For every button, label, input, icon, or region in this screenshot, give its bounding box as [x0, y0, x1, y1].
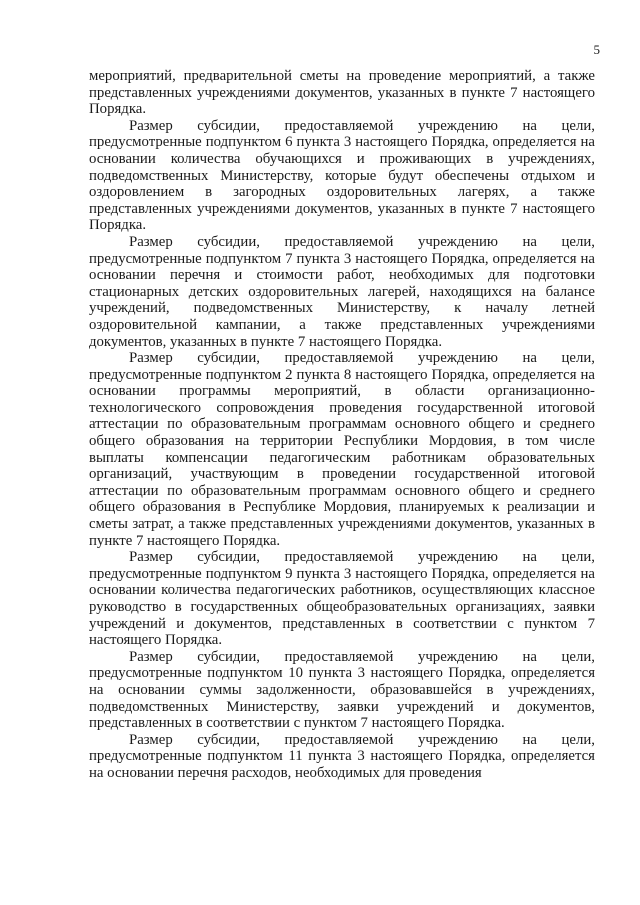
paragraph-subsidy-item-9: Размер субсидии, предоставляемой учреждению на цели, предусмотренные подпунктом 9 пункта 3 настоящего Порядка, определяется на основании количества педагогических работников, осуществляющих классное руководство в государственных общеобразовательных организациях, заявки учреждений и документов, представленных в соответствии с пунктом 7 настоящего Порядка. — [89, 549, 595, 649]
paragraph-subsidy-item-7: Размер субсидии, предоставляемой учреждению на цели, предусмотренные подпунктом 7 пункта 3 настоящего Порядка, определяется на основании перечня и стоимости работ, необходимых для подготовки стационарных детских оздоровительных лагерей, находящихся на балансе учреждений, подведомственных Министерству, к началу летней оздоровительной кампании, а также представленных учреждениями документов, указанных в пункте 7 настоящего Порядка. — [89, 233, 595, 350]
paragraph-continuation: мероприятий, предварительной сметы на проведение мероприятий, а также представленных учреждениями документов, указанных в пункте 7 настоящего Порядка. — [89, 68, 595, 118]
paragraph-subsidy-item-6: Размер субсидии, предоставляемой учреждению на цели, предусмотренные подпунктом 6 пункта 3 настоящего Порядка, определяется на основании количества обучающихся и проживающих в учреждениях, подведомственных Министерству, которые будут обеспечены отдыхом и оздоровлением в загородных оздоровительных лагерях, а также представленных учреждениями документов, указанных в пункте 7 настоящего Порядка. — [89, 117, 595, 234]
document-body — [89, 68, 595, 782]
paragraph-subsidy-item-2-8: Размер субсидии, предоставляемой учреждению на цели, предусмотренные подпунктом 2 пункта 8 настоящего Порядка, определяется на основании программы мероприятий, в области организационно-технологического сопровождения проведения государственной итоговой аттестации по образовательным программам основного общего и среднего общего образования на территории Республики Мордовия, в том числе выплаты компенсации педагогическим работникам образовательных организаций, участвующим в проведении государственной итоговой аттестации по образовательным программам основного общего и среднего общего образования в Республике Мордовия, планируемых к реализации и сметы затрат, а также представленных учреждениями документов, указанных в пункте 7 настоящего Порядка. — [89, 350, 595, 549]
page-number: 5 — [593, 42, 600, 57]
paragraph-subsidy-item-10: Размер субсидии, предоставляемой учреждению на цели, предусмотренные подпунктом 10 пункта 3 настоящего Порядка, определяется на основании суммы задолженности, образовавшейся в учреждениях, подведомственных Министерству, заявки учреждений и документов, представленных в соответствии с пунктом 7 настоящего Порядка. — [89, 648, 595, 732]
paragraph-subsidy-item-11: Размер субсидии, предоставляемой учреждению на цели, предусмотренные подпунктом 11 пункта 3 настоящего Порядка, определяется на основании перечня расходов, необходимых для проведения — [89, 731, 595, 781]
